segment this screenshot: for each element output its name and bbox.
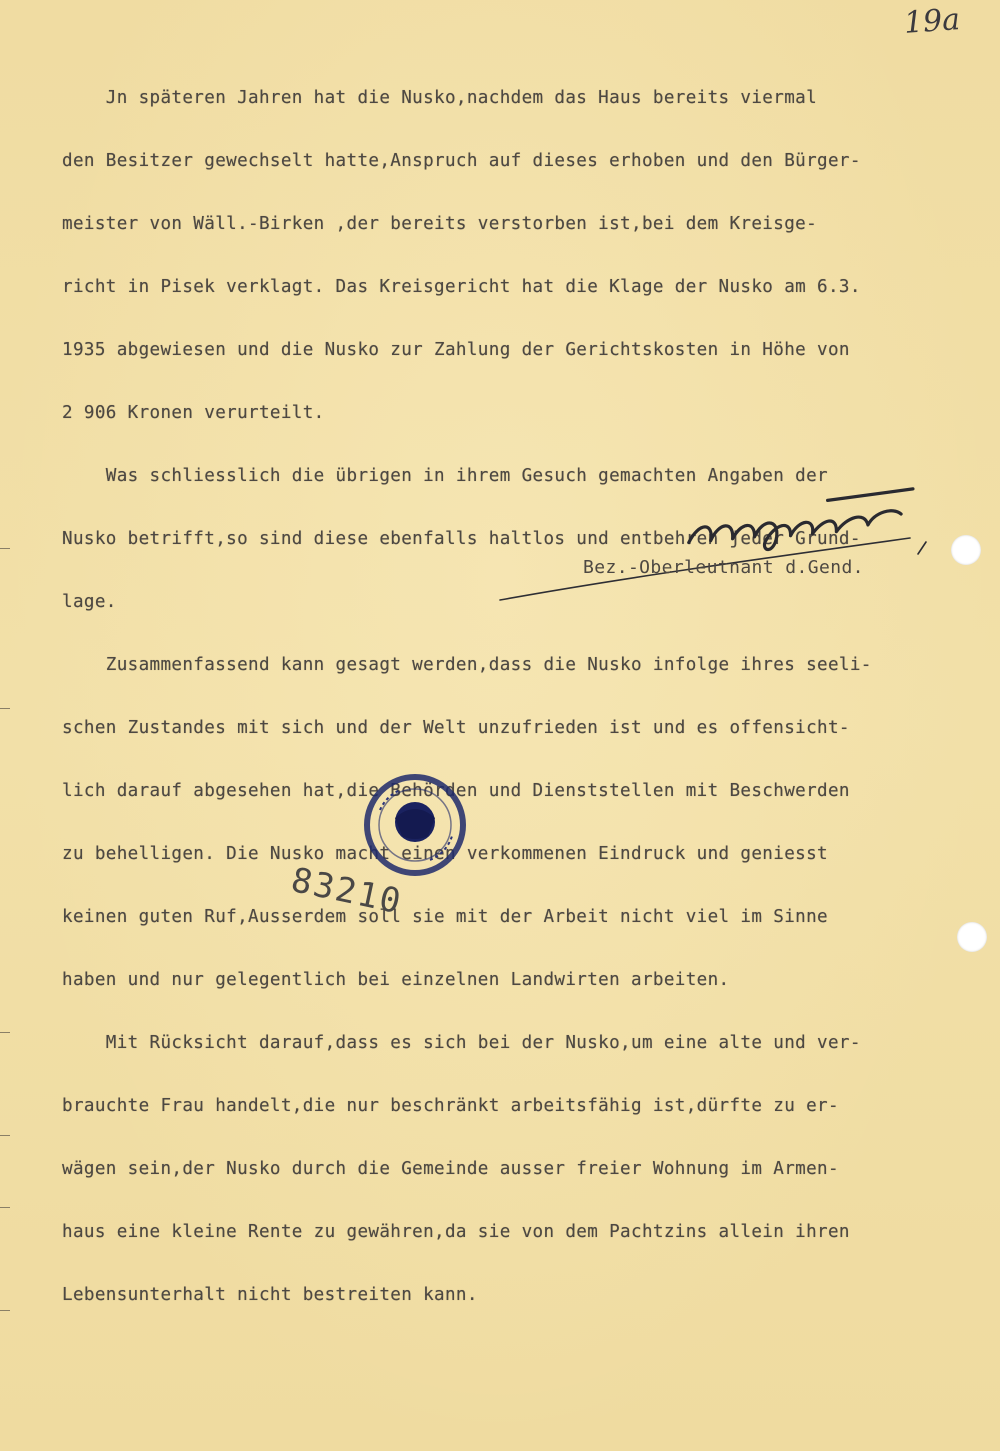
text-line: 1935 abgewiesen und die Nusko zur Zahlung der Gerichtskosten in Höhe von: [62, 340, 850, 360]
text-line: Was schliesslich die übrigen in ihrem Gesuch gemachten Angaben der: [62, 466, 828, 486]
edge-mark: [0, 1135, 10, 1136]
archive-number: 83210: [287, 860, 406, 923]
edge-mark: [0, 1207, 10, 1208]
text-line: richt in Pisek verklagt. Das Kreisgericht hat die Klage der Nusko am 6.3.: [62, 277, 861, 297]
text-line: Mit Rücksicht darauf,dass es sich bei der Nusko,um eine alte und ver-: [62, 1033, 861, 1053]
text-line: Nusko betrifft,so sind diese ebenfalls haltlos und entbehren jeder Grund-: [62, 529, 861, 549]
text-line: lich darauf abgesehen hat,die Behörden und Dienststellen mit Beschwerden: [62, 781, 850, 801]
text-line: Zusammenfassend kann gesagt werden,dass die Nusko infolge ihres seeli-: [62, 655, 872, 675]
text-line: brauchte Frau handelt,die nur beschränkt arbeitsfähig ist,dürfte zu er-: [62, 1096, 839, 1116]
text-line: 2 906 Kronen verurteilt.: [62, 403, 325, 423]
text-line: meister von Wäll.-Birken ,der bereits verstorben ist,bei dem Kreisge-: [62, 214, 818, 234]
text-line: haus eine kleine Rente zu gewähren,da sie von dem Pachtzins allein ihren: [62, 1222, 850, 1242]
edge-mark: [0, 1310, 10, 1311]
edge-mark: [0, 1032, 10, 1033]
archive-stamp: [360, 770, 470, 884]
edge-mark: [0, 548, 10, 549]
text-line: Lebensunterhalt nicht bestreiten kann.: [62, 1285, 478, 1305]
signature-title: Bez.-Oberleutnant d.Gend.: [583, 557, 864, 578]
punch-hole: [957, 922, 987, 952]
text-line: haben und nur gelegentlich bei einzelnen Landwirten arbeiten.: [62, 970, 730, 990]
edge-mark: [0, 708, 10, 709]
text-line: wägen sein,der Nusko durch die Gemeinde ausser freier Wohnung im Armen-: [62, 1159, 839, 1179]
text-line: lage.: [62, 592, 117, 612]
punch-hole: [951, 535, 981, 565]
text-line: zu behelligen. Die Nusko macht einen verkommenen Eindruck und geniesst: [62, 844, 828, 864]
text-line: keinen guten Ruf,Ausserdem soll sie mit der Arbeit nicht viel im Sinne: [62, 907, 828, 927]
text-line: schen Zustandes mit sich und der Welt unzufrieden ist und es offensicht-: [62, 718, 850, 738]
letter-body: [62, 46, 982, 1348]
text-line: Jn späteren Jahren hat die Nusko,nachdem das Haus bereits viermal: [62, 88, 818, 108]
text-line: den Besitzer gewechselt hatte,Anspruch auf dieses erhoben und den Bürger-: [62, 151, 861, 171]
folio-number: 19a: [902, 2, 962, 41]
